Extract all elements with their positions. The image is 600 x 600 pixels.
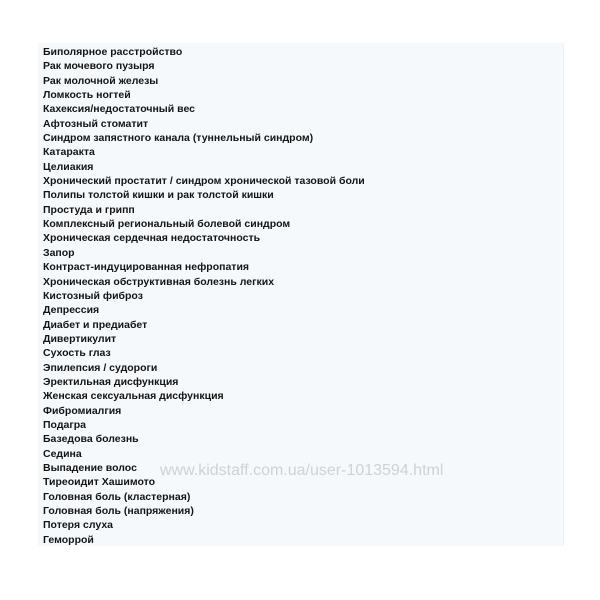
- list-item: Биполярное расстройство: [43, 46, 183, 58]
- list-item: Полипы толстой кишки и рак толстой кишки: [43, 189, 274, 202]
- list-item: Потеря слуха: [43, 519, 114, 532]
- list-item: Фибромиалгия: [43, 404, 122, 417]
- list-item: Эректильная дисфункция: [43, 375, 179, 388]
- list-item: Контраст-индуцированная нефропатия: [43, 261, 250, 274]
- list-item: Рак молочной железы: [43, 74, 159, 87]
- list-item: Диабет и предиабет: [43, 318, 148, 331]
- list-item: Хроническая сердечная недостаточность: [43, 232, 261, 245]
- list-item: Подагра: [43, 418, 86, 431]
- list-item: Седина: [43, 447, 82, 460]
- list-item: Сухость глаз: [43, 347, 111, 360]
- list-item: Простуда и грипп: [43, 203, 135, 216]
- list-item: Катаракта: [43, 146, 95, 159]
- list-item: Тиреоидит Хашимото: [43, 476, 156, 489]
- list-item: Ломкость ногтей: [43, 89, 131, 102]
- list-item: Афтозный стоматит: [43, 117, 149, 130]
- watermark: www.kidstaff.com.ua/user-1013594.html: [160, 462, 444, 479]
- list-item: Кахексия/недостаточный вес: [43, 103, 195, 116]
- list-item: Базедова болезнь: [43, 433, 139, 446]
- list-item: Головная боль (напряжения): [43, 505, 194, 517]
- list-item: Дивертикулит: [43, 332, 117, 345]
- list-item: Депрессия: [43, 304, 100, 317]
- list-item: Синдром запястного канала (туннельный синдром): [43, 132, 314, 145]
- list-item: Кистозный фиброз: [43, 289, 143, 302]
- conditions-panel: [38, 43, 564, 546]
- list-item: Геморрой: [43, 533, 94, 546]
- list-item: Эпилепсия / судороги: [43, 361, 158, 374]
- list-item: Женская сексуальная дисфункция: [43, 390, 224, 403]
- conditions-list: [43, 45, 365, 547]
- list-item: Комплексный региональный болевой синдром: [43, 218, 291, 231]
- list-item: Хроническая обструктивная болезнь легких: [43, 275, 275, 288]
- list-item: Рак мочевого пузыря: [43, 60, 155, 73]
- list-item: Целиакия: [43, 160, 94, 173]
- list-item: Головная боль (кластерная): [43, 490, 191, 503]
- list-item: Запор: [43, 246, 75, 259]
- list-item: Выпадение волос: [43, 461, 137, 474]
- list-item: Хронический простатит / синдром хронической тазовой боли: [43, 175, 365, 188]
